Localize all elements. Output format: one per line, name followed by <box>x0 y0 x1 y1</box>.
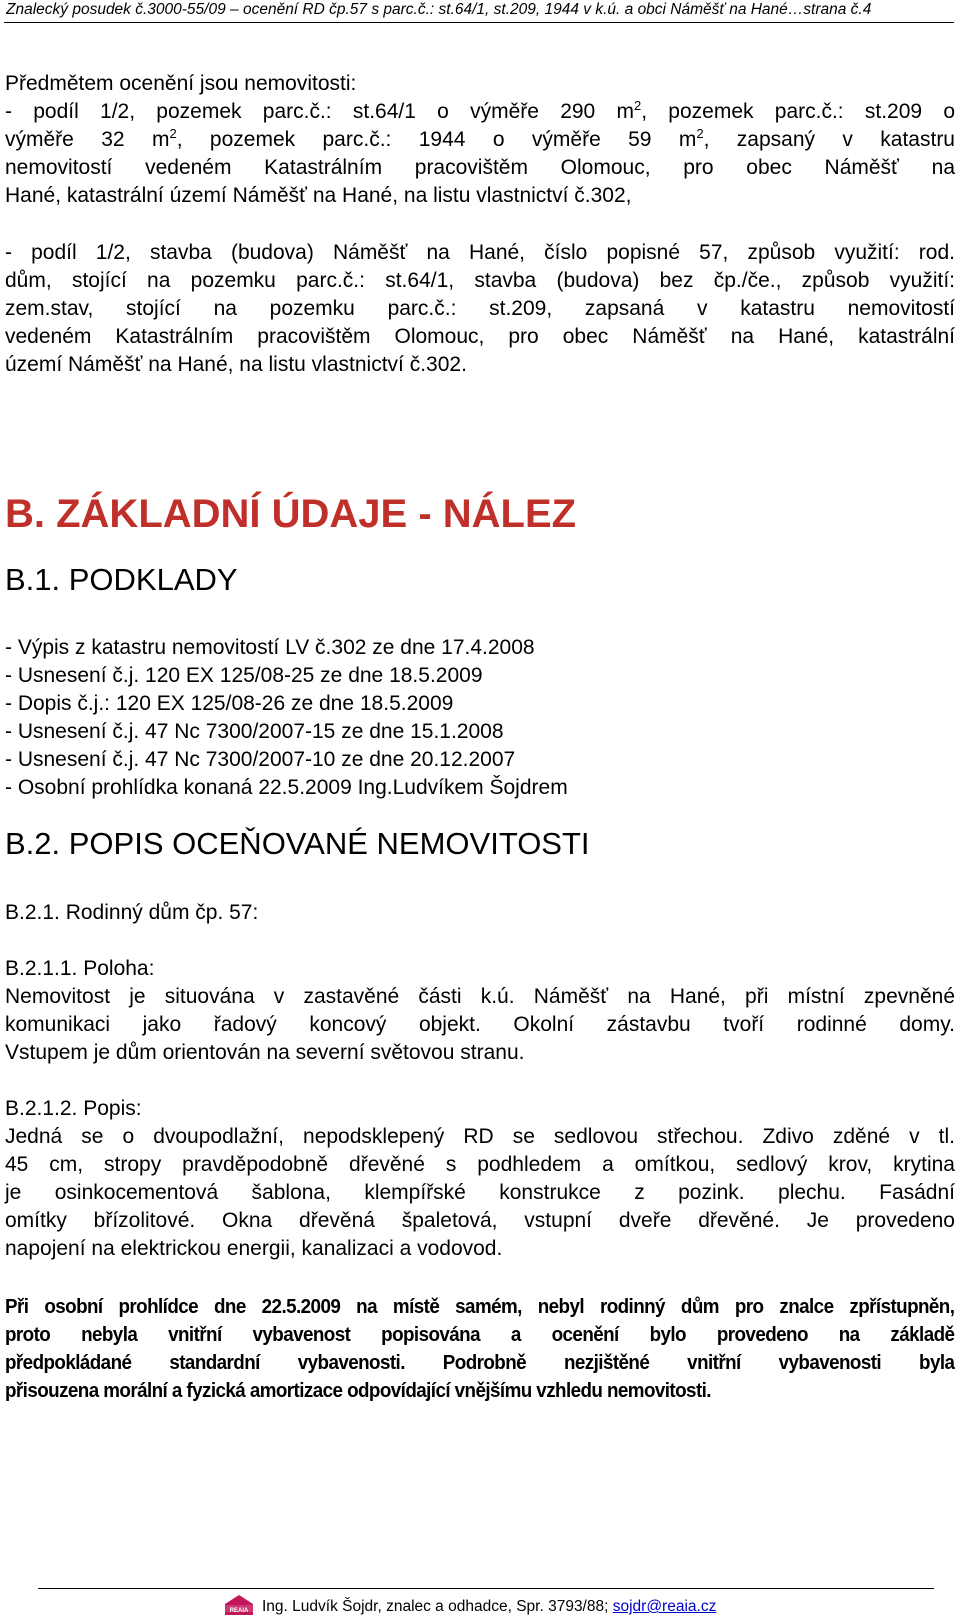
list-item: - Výpis z katastru nemovitostí LV č.302 ze dne 17.4.2008 <box>5 636 535 659</box>
section-b2-heading: B.2. POPIS OCEŇOVANÉ NEMOVITOSTI <box>5 826 590 861</box>
footer-email-link[interactable]: sojdr@reaia.cz <box>612 1598 717 1615</box>
description-line: napojení na elektrickou energii, kanalizaci a vodovod. <box>5 1237 503 1260</box>
description-paragraph <box>5 1123 955 1263</box>
subject-line: vedeném Katastrálním pracovištěm Olomouc, pro obec Náměšť na Hané, katastrální <box>5 325 955 348</box>
description-line: omítky břízolitové. Okna dřevěná špaletová, vstupní dveře dřevěné. Je provedeno <box>5 1209 955 1232</box>
subject-heading: Předmětem ocenění jsou nemovitosti: <box>5 72 357 95</box>
list-item: - Dopis č.j.: 120 EX 125/08-26 ze dne 18.5.2009 <box>5 692 454 715</box>
list-item: - Usnesení č.j. 47 Nc 7300/2007-15 ze dne 15.1.2008 <box>5 720 504 743</box>
subject-line: území Náměšť na Hané, na listu vlastnictví č.302. <box>5 353 467 376</box>
footer-text <box>262 1597 716 1617</box>
location-paragraph <box>5 983 955 1067</box>
note-line: proto nebyla vnitřní vybavenost popisována a ocenění bylo provedeno na základě <box>5 1324 955 1346</box>
subject-line: Hané, katastrální území Náměšť na Hané, na listu vlastnictví č.302, <box>5 184 632 207</box>
section-b212-heading: B.2.1.2. Popis: <box>5 1097 142 1120</box>
subject-line: dům, stojící na pozemku parc.č.: st.64/1, stavba (budova) bez čp./če., způsob využití: <box>5 269 955 292</box>
footer-author: Ing. Ludvík Šojdr, znalec a odhadce, Spr. 3793/88; <box>262 1598 613 1615</box>
location-line: Vstupem je dům orientován na severní světovou stranu. <box>5 1041 525 1064</box>
section-b211-heading: B.2.1.1. Poloha: <box>5 957 155 980</box>
subject-line: - podíl 1/2, pozemek parc.č.: st.64/1 o výměře 290 $m^2$, pozemek parc.č.: st.209 o <box>5 98 956 123</box>
section-b21-heading: B.2.1. Rodinný dům čp. 57: <box>5 901 259 924</box>
description-line: 45 cm, stropy pravděpodobně dřevěné s podhledem a omítkou, sedlový krov, krytina <box>5 1153 955 1176</box>
reaia-logo <box>224 1594 254 1616</box>
list-item: - Usnesení č.j. 47 Nc 7300/2007-10 ze dne 20.12.2007 <box>5 748 516 771</box>
subject-line: nemovitostí vedeném Katastrálním pracovištěm Olomouc, pro obec Náměšť na <box>5 156 955 179</box>
description-line: je osinkocementová šablona, klempířské konstrukce z pozink. plechu. Fasádní <box>5 1181 955 1204</box>
note-line: Při osobní prohlídce dne 22.5.2009 na místě samém, nebyl rodinný dům pro znalce zpřístupněn, <box>5 1296 955 1318</box>
location-line: Nemovitost je situována v zastavěné části k.ú. Náměšť na Hané, při místní zpevněné <box>5 985 955 1008</box>
inspection-note <box>5 1293 954 1405</box>
location-line: komunikaci jako řadový koncový objekt. Okolní zástavbu tvoří rodinné domy. <box>5 1013 955 1036</box>
footer-divider <box>38 1588 934 1589</box>
subject-line: výměře 32 $m^2$, pozemek parc.č.: 1944 o výměře 59 $m^2$, zapsaný v katastru <box>5 126 955 151</box>
header-divider <box>4 22 954 23</box>
section-b1-heading: B.1. PODKLADY <box>5 562 238 597</box>
list-item: - Usnesení č.j. 120 EX 125/08-25 ze dne 18.5.2009 <box>5 664 483 687</box>
sources-list <box>5 634 568 802</box>
subject-paragraph-1 <box>5 98 955 210</box>
subject-paragraph-2 <box>5 239 955 379</box>
description-line: Jedná se o dvoupodlažní, nepodsklepený RD se sedlovou střechou. Zdivo zděné v tl. <box>5 1125 955 1148</box>
note-line: přisouzena morální a fyzická amortizace odpovídající vnějšímu vzhledu nemovitosti. <box>5 1380 711 1402</box>
logo-text: REAIA <box>229 1608 249 1614</box>
page-header: Znalecký posudek č.3000-55/09 – ocenění RD čp.57 s parc.č.: st.64/1, st.209, 1944 v k.ú. a obci Náměšť na Hané…strana č.4 <box>6 1 872 18</box>
note-line: předpokládané standardní vybavenosti. Podrobně nezjištěné vnitřní vybavenosti byla <box>5 1352 955 1374</box>
subject-line: zem.stav, stojící na pozemku parc.č.: st.209, zapsaná v katastru nemovitostí <box>5 297 955 320</box>
list-item: - Osobní prohlídka konaná 22.5.2009 Ing.Ludvíkem Šojdrem <box>5 776 568 799</box>
subject-line: - podíl 1/2, stavba (budova) Náměšť na Hané, číslo popisné 57, způsob využití: rod. <box>5 241 955 264</box>
section-b-title: B. ZÁKLADNÍ ÚDAJE - NÁLEZ <box>5 492 577 536</box>
